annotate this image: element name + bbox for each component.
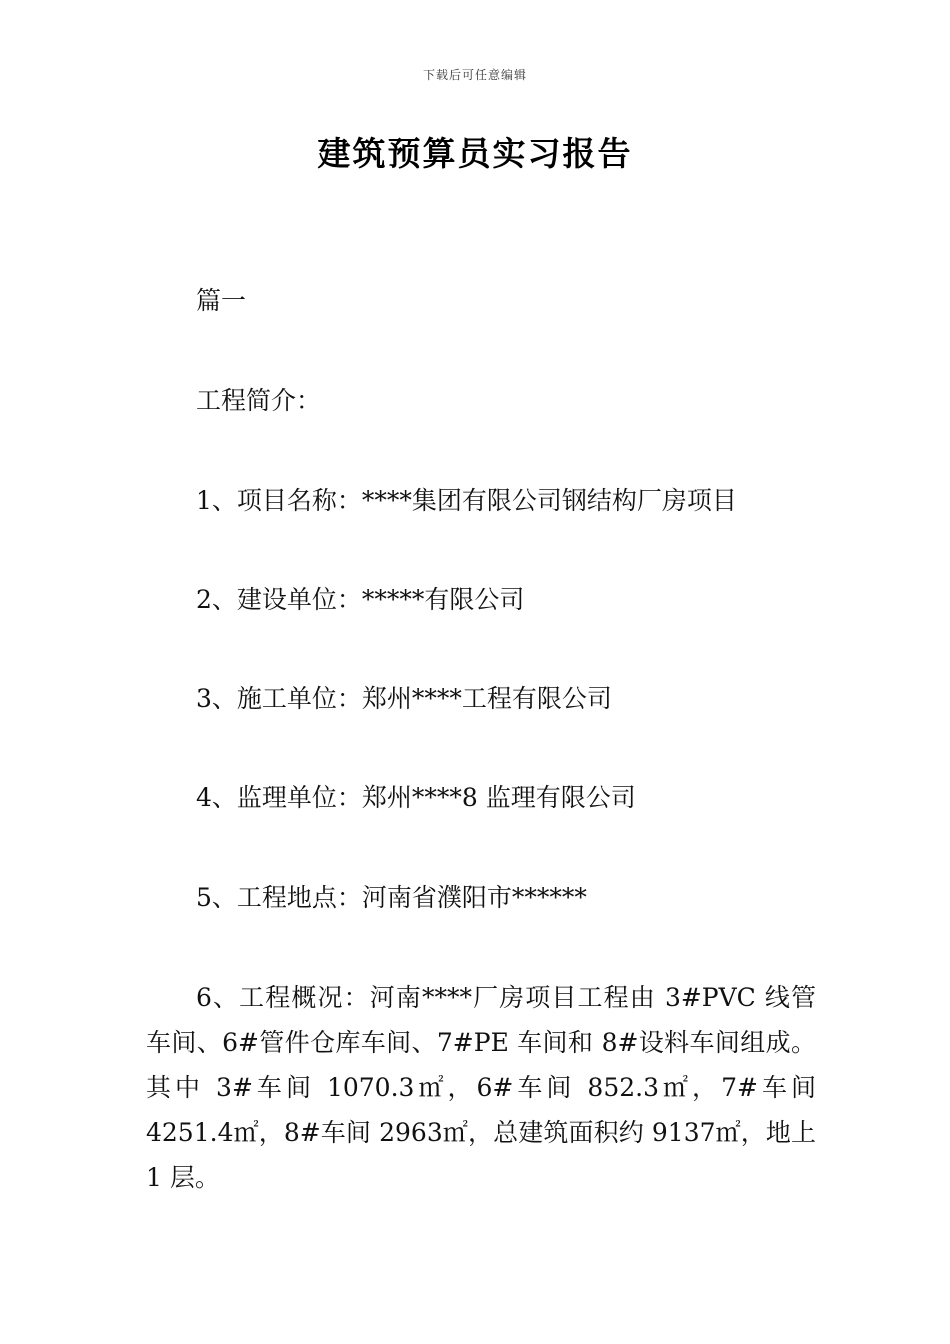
project-location-item: 5、工程地点：河南省濮阳市****** [196,883,587,912]
project-overview-item: 6、工程概况：河南****厂房项目工程由 3#PVC 线管车间、6#管件仓库车间、7#PE 车间和 8#设料车间组成。其中 3#车间 1070.3㎡，6#车间 852.3㎡，7#车间 4251.4㎡，8#车间 2963㎡，总建筑面积约 9137㎡，地上 1 层。 [146,983,816,1192]
project-name-item: 1、项目名称：****集团有限公司钢结构厂房项目 [196,486,737,515]
document-title: 建筑预算员实习报告 [317,134,633,173]
construction-unit-item: 2、建设单位：*****有限公司 [196,585,525,614]
header-note: 下载后可任意编辑 [422,68,527,82]
contractor-unit-item: 3、施工单位：郑州****工程有限公司 [196,684,612,713]
intro-heading: 工程简介： [196,386,322,415]
section-heading: 篇一 [196,286,247,315]
supervision-unit-item: 4、监理单位：郑州****8 监理有限公司 [196,783,636,812]
